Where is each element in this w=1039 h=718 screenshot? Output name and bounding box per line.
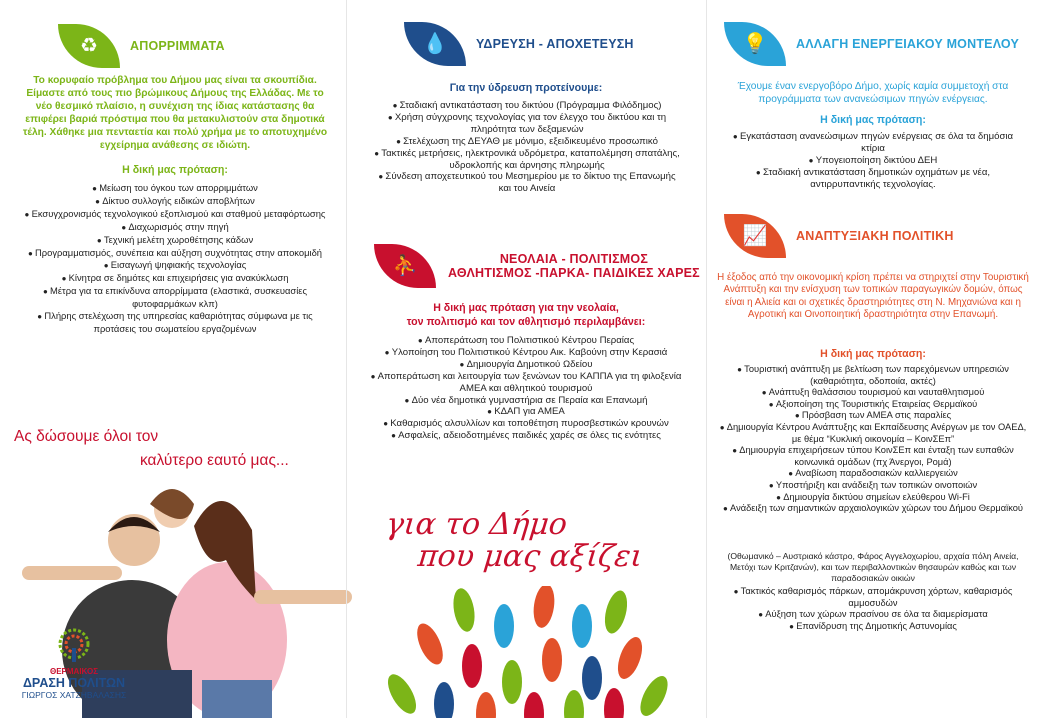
youth-title-1: ΝΕΟΛΑΙΑ - ΠΟΛΙΤΙΣΜΟΣ: [499, 252, 649, 266]
list-item: ● Καθαρισμός αλσυλλίων και τοποθέτηση πυροσβεστικών κρουνών: [370, 418, 682, 430]
waste-intro: Το κορυφαίο πρόβλημα του Δήμου μας είναι τα σκουπίδια. Είμαστε από τους πιο βρώμικους Δήμους της Ελλάδας. Με το νέο θεσμικό πλαίσιο, η συνέχιση της ίδιας κατάστασης θα επιφέρει βαριά πρόστιμα που θα μετακυλιστούν στα δημοτικά τέλη. Χάθηκε μια πενταετία και πολύ χρήμα με το αποτυχημένο εγχείρημα ανάθεσης σε ιδιώτη.: [22, 75, 328, 151]
list-item: ● Πλήρης στελέχωση της υπηρεσίας καθαριότητας σύμφωνα με τις προτάσεις του σωματείου εργαζομένων: [24, 310, 326, 335]
development-list-more: [714, 586, 1032, 632]
list-item: ● Στελέχωση της ΔΕΥΑΘ με μόνιμο, εξειδικευμένο προσωπικό: [374, 136, 680, 148]
energy-subtitle: Η δική μας πρόταση:: [820, 114, 926, 126]
development-header: [724, 214, 954, 258]
list-item: ● Δημιουργία Δημοτικού Ωδείου: [370, 359, 682, 371]
development-title: ΑΝΑΠΤΥΞΙΑΚΗ ΠΟΛΙΤΙΚΗ: [796, 229, 954, 243]
youth-subtitle-2: τον πολιτισμό και τον αθλητισμό περιλαμβάνει:: [406, 316, 646, 328]
water-header: [404, 22, 634, 66]
lightbulb-icon: 💡: [724, 22, 786, 66]
development-note: (Οθωμανικό – Αυστριακό κάστρο, Φάρος Αγγελοχωρίου, αρχαία πόλη Αινεία, Μετόχι των Κριτζανών), και των περιβαλλοντικών θησαυρών καθώς και των παραδοσιακών οικιών: [727, 551, 1019, 583]
recycle-bin-icon: ♻: [58, 24, 120, 68]
list-item: ● Τακτικές μετρήσεις, ηλεκτρονικά υδρόμετρα, καταπολέμηση σπατάλης, υδροκλοπής και άρνησης πληρωμής: [374, 148, 680, 172]
list-item: ● Υπογειοποίηση δικτύου ΔΕΗ: [720, 155, 1026, 167]
list-item: ● Σύνδεση αποχετευτικού του Μεσημερίου με το δίκτυο της Επανωμής και του Αινεία: [374, 171, 680, 195]
list-item: ● Σταδιακή αντικατάσταση δημοτικών οχημάτων με νέα, αντιρρυπαντικής τεχνολογίας.: [720, 167, 1026, 191]
decorative-leaves: [346, 586, 706, 718]
list-item: ● Πρόσβαση των ΑΜΕΑ στις παραλίες: [714, 410, 1032, 422]
waste-header: [58, 24, 225, 68]
waste-subtitle: Η δική μας πρόταση:: [122, 164, 228, 176]
list-item: ● Διαχωρισμός στην πηγή: [24, 221, 326, 234]
column-waste: [0, 0, 346, 718]
list-item: ● Τουριστική ανάπτυξη με βελτίωση των παρεχόμενων υπηρεσιών (καθαριότητα, οδοποιία, ακτές): [714, 364, 1032, 387]
list-item: ● Εγκατάσταση ανανεώσιμων πηγών ενέργειας σε όλα τα δημόσια κτίρια: [720, 131, 1026, 155]
logo-name: ΔΡΑΣΗ ΠΟΛΙΤΩΝ: [22, 676, 126, 690]
tagline-line-1: Ας δώσουμε όλοι τον: [14, 428, 159, 445]
list-item: ● Δημιουργία Κέντρου Ανάπτυξης και Εκπαίδευσης Ανέργων με τον ΟΑΕΔ, με θέμα “Κυκλική οικονομία – ΚοινΣΕπ”: [714, 422, 1032, 445]
list-item: ● Αναβίωση παραδοσιακών καλλιεργειών: [714, 468, 1032, 480]
list-item: ● Αύξηση των χώρων πρασίνου σε όλα τα διαμερίσματα: [714, 609, 1032, 621]
logo-person: ΓΙΩΡΓΟΣ ΧΑΤΖΗΒΑΛΑΣΗΣ: [21, 690, 127, 700]
waste-title: ΑΠΟΡΡΙΜΜΑΤΑ: [130, 39, 225, 53]
list-item: ● Δημιουργία δικτύου σημείων ελεύθερου Wi-Fi: [714, 492, 1032, 504]
basketball-player-icon: ⛹: [374, 244, 436, 288]
list-item: ● Χρήση σύγχρονης τεχνολογίας για τον έλεγχο του δικτύου και τη πληρότητα των δεξαμενών: [374, 112, 680, 136]
water-title: ΥΔΡΕΥΣΗ - ΑΠΟΧΕΤΕΥΣΗ: [476, 37, 634, 51]
development-subtitle: Η δική μας πρόταση:: [820, 348, 926, 360]
list-item: ● Αποπεράτωση του Πολιτιστικού Κέντρου Περαίας: [370, 335, 682, 347]
list-item: ● Δημιουργία επιχειρήσεων τύπου ΚοινΣΕπ και ένταξη των ευπαθών κοινωνικά ομάδων (πχ Άνεργοι, Ρομά): [714, 445, 1032, 468]
column-water: [346, 0, 706, 718]
water-drop-icon: 💧: [404, 22, 466, 66]
list-item: ● Σταδιακή αντικατάσταση του δικτύου (Πρόγραμμα Φιλόδημος): [374, 100, 680, 112]
list-item: ● Εκσυγχρονισμός τεχνολογικού εξοπλισμού και σταθμού μεταφόρτωσης: [24, 208, 326, 221]
slogan-line-2: που μας αξίζει: [416, 539, 645, 574]
column-energy: [706, 0, 1039, 718]
list-item: ● Προγραμματισμός, συνέπεια και αύξηση συχνότητας στην αποκομιδή: [24, 247, 326, 260]
tagline-line-2: καλύτερο εαυτό μας...: [140, 452, 289, 469]
youth-subtitle-1: Η δική μας πρόταση για την νεολαία,: [433, 302, 619, 314]
energy-intro: Έχουμε έναν ενεργοβόρο Δήμο, χωρίς καμία συμμετοχή στα προγράμματα των ανανεώσιμων πηγών ενέργειας.: [737, 81, 1009, 105]
list-item: ● Δίκτυο συλλογής ειδικών αποβλήτων: [24, 195, 326, 208]
list-item: ● Ανάδειξη των σημαντικών αρχαιολογικών χώρων του Δήμου Θερμαϊκού: [714, 503, 1032, 515]
list-item: ● Εισαγωγή ψηφιακής τεχνολογίας: [24, 259, 326, 272]
list-item: ● Τεχνική μελέτη χωροθέτησης κάδων: [24, 234, 326, 247]
slogan-line-1: για το Δήμο: [384, 507, 569, 542]
list-item: ● Ανάπτυξη θαλάσσιου τουρισμού και ναυταθλητισμού: [714, 387, 1032, 399]
logo-word: ΘΕΡΜΑΙΚΟΣ: [50, 667, 98, 676]
list-item: ● Δύο νέα δημοτικά γυμναστήρια σε Περαία και Επανωμή: [370, 395, 682, 407]
energy-list: [720, 131, 1026, 191]
energy-title: ΑΛΛΑΓΗ ΕΝΕΡΓΕΙΑΚΟΥ ΜΟΝΤΕΛΟΥ: [796, 37, 1020, 51]
water-subtitle: Για την ύδρευση προτείνουμε:: [449, 82, 603, 94]
list-item: ● Μείωση του όγκου των απορριμμάτων: [24, 182, 326, 195]
list-item: ● Αξιοποίηση της Τουριστικής Εταιρείας Θερμαϊκού: [714, 399, 1032, 411]
list-item: ● Κίνητρα σε δημότες και επιχειρήσεις για ανακύκλωση: [24, 272, 326, 285]
development-intro: Η έξοδος από την οικονομική κρίση πρέπει να στηριχτεί στην Τουριστική Ανάπτυξη και την ενίσχυση των τοπικών παραγωγικών δομών, όπως είναι η Αλιεία και οι σχετικές δραστηριότητες στη Ν. Μηχανιώνα και η Αγροτική και Οινοποιητική δραστηριότητα στην Επανωμή.: [717, 272, 1029, 321]
tree-logo-icon: [44, 628, 104, 662]
list-item: ● Ασφαλείς, αδειοδοτημένες παιδικές χαρές σε όλες τις ενότητες: [370, 430, 682, 442]
list-item: ● Επανίδρυση της Δημοτικής Αστυνομίας: [714, 621, 1032, 633]
water-list: [374, 100, 680, 195]
list-item: ● Μέτρα για τα επικίνδυνα απορρίμματα (ελαστικά, συσκευασίες φυτοφαρμάκων κλπ): [24, 285, 326, 310]
youth-list: [370, 335, 682, 442]
youth-header: [374, 244, 700, 288]
energy-header: [724, 22, 1019, 66]
list-item: ● ΚΔΑΠ για ΑΜΕΑ: [370, 406, 682, 418]
waste-list: [24, 182, 326, 335]
list-item: ● Υποστήριξη και ανάδειξη των τοπικών οινοποιών: [714, 480, 1032, 492]
list-item: ● Αποπεράτωση και λειτουργία των ξενώνων του ΚΑΠΠΑ για τη φιλοξενία ΑΜΕΑ και αθλητικού τουρισμού: [370, 371, 682, 395]
growth-chart-icon: 📈: [724, 214, 786, 258]
logo: [14, 628, 134, 700]
list-item: ● Υλοποίηση του Πολιτιστικού Κέντρου Αικ. Καβούνη στην Κερασιά: [370, 347, 682, 359]
youth-title-2: ΑΘΛΗΤΙΣΜΟΣ -ΠΑΡΚΑ- ΠΑΙΔΙΚΕΣ ΧΑΡΕΣ: [448, 266, 700, 280]
development-list: [714, 364, 1032, 515]
list-item: ● Τακτικός καθαρισμός πάρκων, απομάκρυνση χόρτων, καθαρισμός αμμοσυδών: [714, 586, 1032, 609]
